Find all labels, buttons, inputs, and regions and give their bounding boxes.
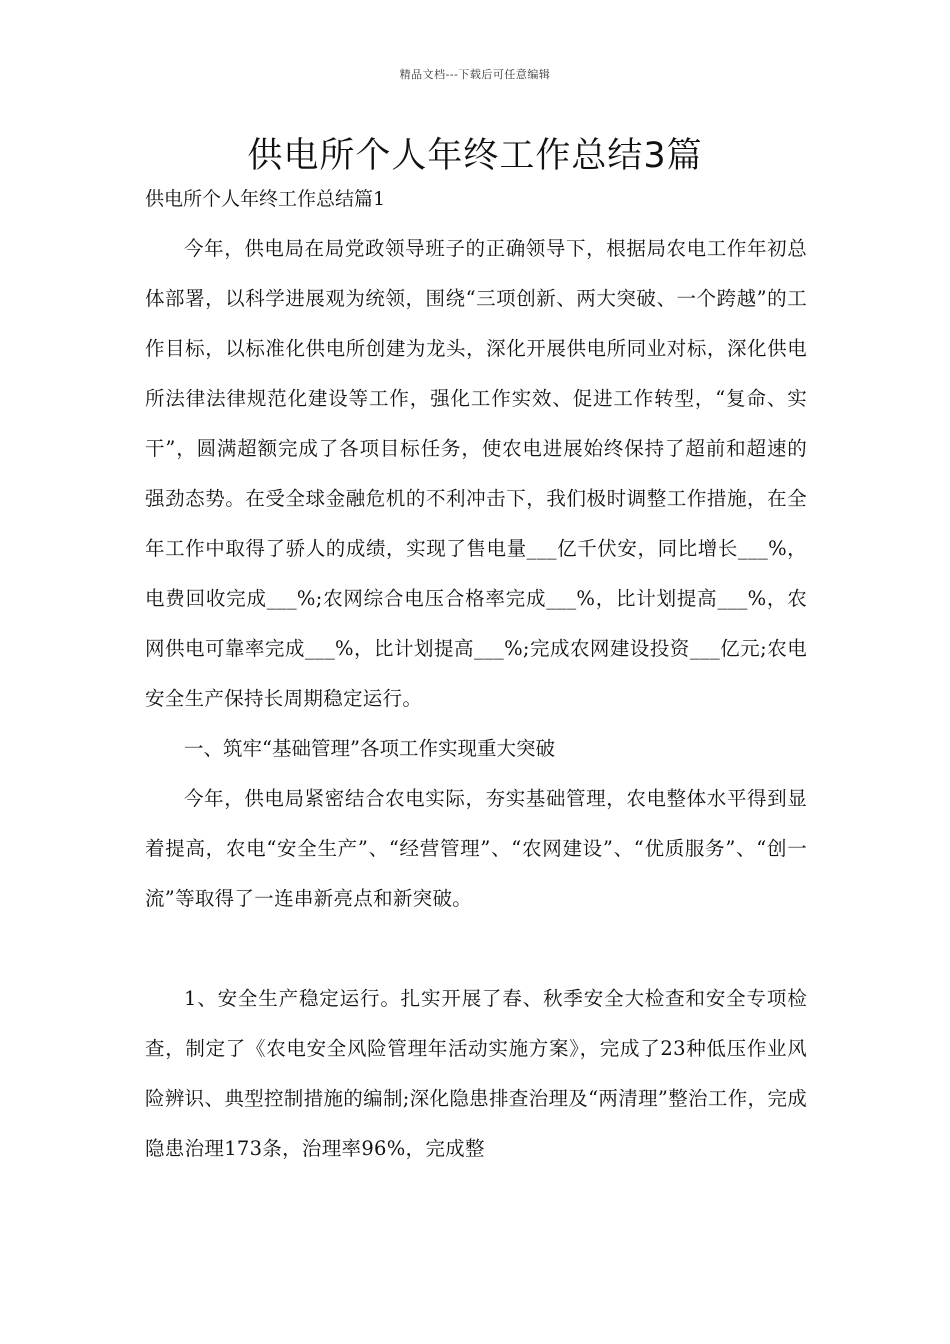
- document-subtitle: 供电所个人年终工作总结篇1: [145, 188, 386, 210]
- section-heading: 一、筑牢“基础管理”各项工作实现重大突破: [184, 737, 555, 760]
- paragraph-intro: 今年，供电局在局党政领导班子的正确领导下，根据局农电工作年初总体部署，以科学进展观为统领，围绕“三项创新、两大突破、一个跨越”的工作目标，以标准化供电所创建为龙头，深化开展供电所同业对标，深化供电所法律法律规范化建设等工作，强化工作实效、促进工作转型，“复命、实干”，圆满超额完成了各项目标任务，使农电进展始终保持了超前和超速的强劲态势。在受全球金融危机的不利冲击下，我们极时调整工作措施，在全年工作中取得了骄人的成绩，实现了售电量___亿千伏安，同比增长___%，电费回收完成___%;农网综合电压合格率完成___%，比计划提高___%，农网供电可靠率完成___%，比计划提高___%;完成农网建设投资___亿元;农电安全生产保持长周期稳定运行。: [145, 237, 807, 710]
- paragraph-basic-management: 今年，供电局紧密结合农电实际，夯实基础管理，农电整体水平得到显着提高，农电“安全生产”、“经营管理”、“农网建设”、“优质服务”、“创一流”等取得了一连串新亮点和新突破。: [145, 787, 807, 910]
- header-note: 精品文档---下载后可任意编辑: [399, 68, 551, 81]
- document-title: 供电所个人年终工作总结3篇: [247, 136, 703, 176]
- blank-line: [145, 924, 807, 974]
- paragraph-safety-production: 1、安全生产稳定运行。扎实开展了春、秋季安全大检查和安全专项检查，制定了《农电安全风险管理年活动实施方案》，完成了23种低压作业风险辨识、典型控制措施的编制;深化隐患排查治理及“两清理”整治工作，完成隐患治理173条，治理率96%，完成整: [145, 987, 807, 1160]
- document-body: [145, 180, 807, 1174]
